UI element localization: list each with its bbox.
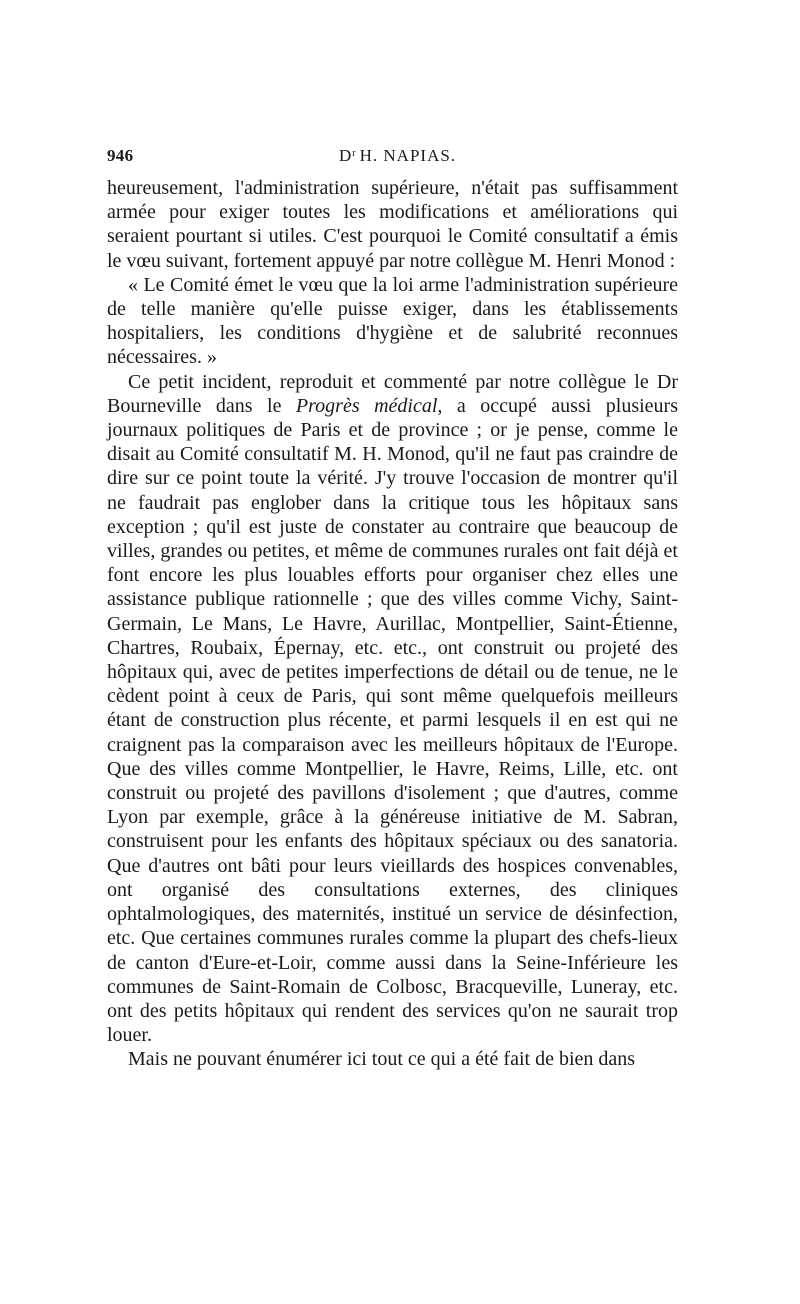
running-head	[339, 146, 456, 166]
paragraph-3	[107, 370, 678, 1048]
paragraph-4: Mais ne pouvant énumérer ici tout ce qui a été fait de bien dans	[128, 1048, 636, 1071]
page-header	[107, 146, 678, 170]
paragraph-1: heureusement, l'administration supérieure, n'était pas suffisamment armée pour exiger toutes les modifications et améliorations qui seraient pourtant si utiles. C'est pourquoi le Comité consultatif a émis le vœu suivant, fortement appuyé par notre collègue M. Henri Monod :	[107, 177, 678, 272]
author-name: H. NAPIAS.	[359, 146, 457, 165]
journal-title: Progrès médical	[295, 394, 438, 417]
paragraph-3-before: Ce petit incident, reproduit et commenté par notre collègue le Dr Bourneville dans le	[107, 370, 678, 417]
paragraph-2: « Le Comité émet le vœu que la loi arme l'administration supérieure de telle manière qu'elle puisse exiger, dans les établissements hospitaliers, les conditions d'hygiène et de salubrité reconnues nécessaires. »	[107, 273, 678, 369]
page-number: 946	[107, 146, 134, 165]
paragraph-3-after: , a occupé aussi plusieurs journaux politiques de Paris et de province ; or je pense, comme le disait au Comité consultatif M. H. Monod, qu'il ne faut pas craindre de dire sur ce point toute la vérité. J'y trouve l'occasion de montrer qu'il ne faudrait pas englober dans la critique tous les hôpitaux sans exception ; qu'il est juste de constater au contraire que beaucoup de villes, grandes ou petites, et même de communes rurales ont fait déjà et font encore les plus louables efforts pour organiser chez elles une assistance publique rationnelle ; que des villes comme Vichy, Saint-Germain, Le Mans, Le Havre, Aurillac, Montpellier, Saint-Étienne, Chartres, Roubaix, Épernay, etc. etc., ont construit ou projeté des hôpitaux qui, avec de petites imperfections de détail ou de tenue, ne le cèdent point à ceux de Paris, qui sont même quelquefois meilleurs étant de construction plus récente, et parmi lesquels il en est qui ne craignent pas la comparaison avec les meilleurs hôpitaux de l'Europe. Que des villes comme Montpellier, le Havre, Reims, Lille, etc. ont construit ou projeté des pavillons d'isolement ; que d'autres, comme Lyon par exemple, grâce à la généreuse initiative de M. Sabran, construisent pour les enfants des hôpitaux spéciaux ou des sanatoria. Que d'autres ont bâti pour leurs vieillards des hospices convenables, ont organisé des consultations externes, des cliniques ophtalmologiques, des maternités, institué un service de désinfection, etc. Que certaines communes rurales comme la plupart des chefs-lieux de canton d'Eure-et-Loir, comme aussi dans la Seine-Inférieure les communes de Saint-Romain de Colbosc, Bracqueville, Luneray, etc. ont des petits hôpitaux qui rendent des services qu'on ne saurait trop louer.	[107, 394, 678, 1047]
author-prefix: D	[339, 146, 353, 165]
author-sup: r	[352, 148, 357, 159]
body-text	[107, 176, 678, 1072]
